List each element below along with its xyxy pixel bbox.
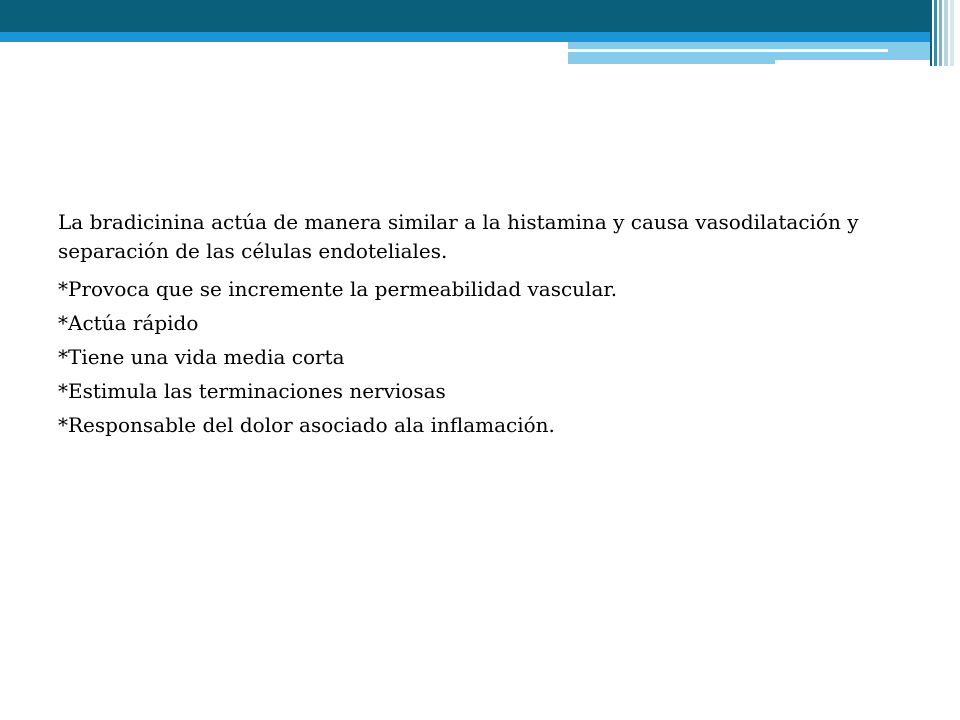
header-bar-dark [0, 0, 930, 32]
header-stripes [930, 0, 960, 66]
body-paragraph-nerve-endings: *Estimula las terminaciones nerviosas [58, 379, 446, 403]
slide-body-text [58, 208, 918, 442]
header-accent-line [568, 49, 888, 52]
header-bar-blue [0, 32, 942, 42]
header-accent-cut [775, 60, 945, 66]
body-paragraph-fast-acting: *Actúa rápido [58, 311, 199, 335]
body-paragraph-half-life: *Tiene una vida media corta [58, 345, 345, 369]
body-paragraph-intro: La bradicinina actúa de manera similar a la histamina y causa vasodilatación y separación de las células endoteliales. [58, 210, 859, 263]
body-paragraph-permeability: *Provoca que se incremente la permeabilidad vascular. [58, 277, 618, 301]
body-paragraph-pain: *Responsable del dolor asociado ala inflamación. [58, 413, 555, 437]
